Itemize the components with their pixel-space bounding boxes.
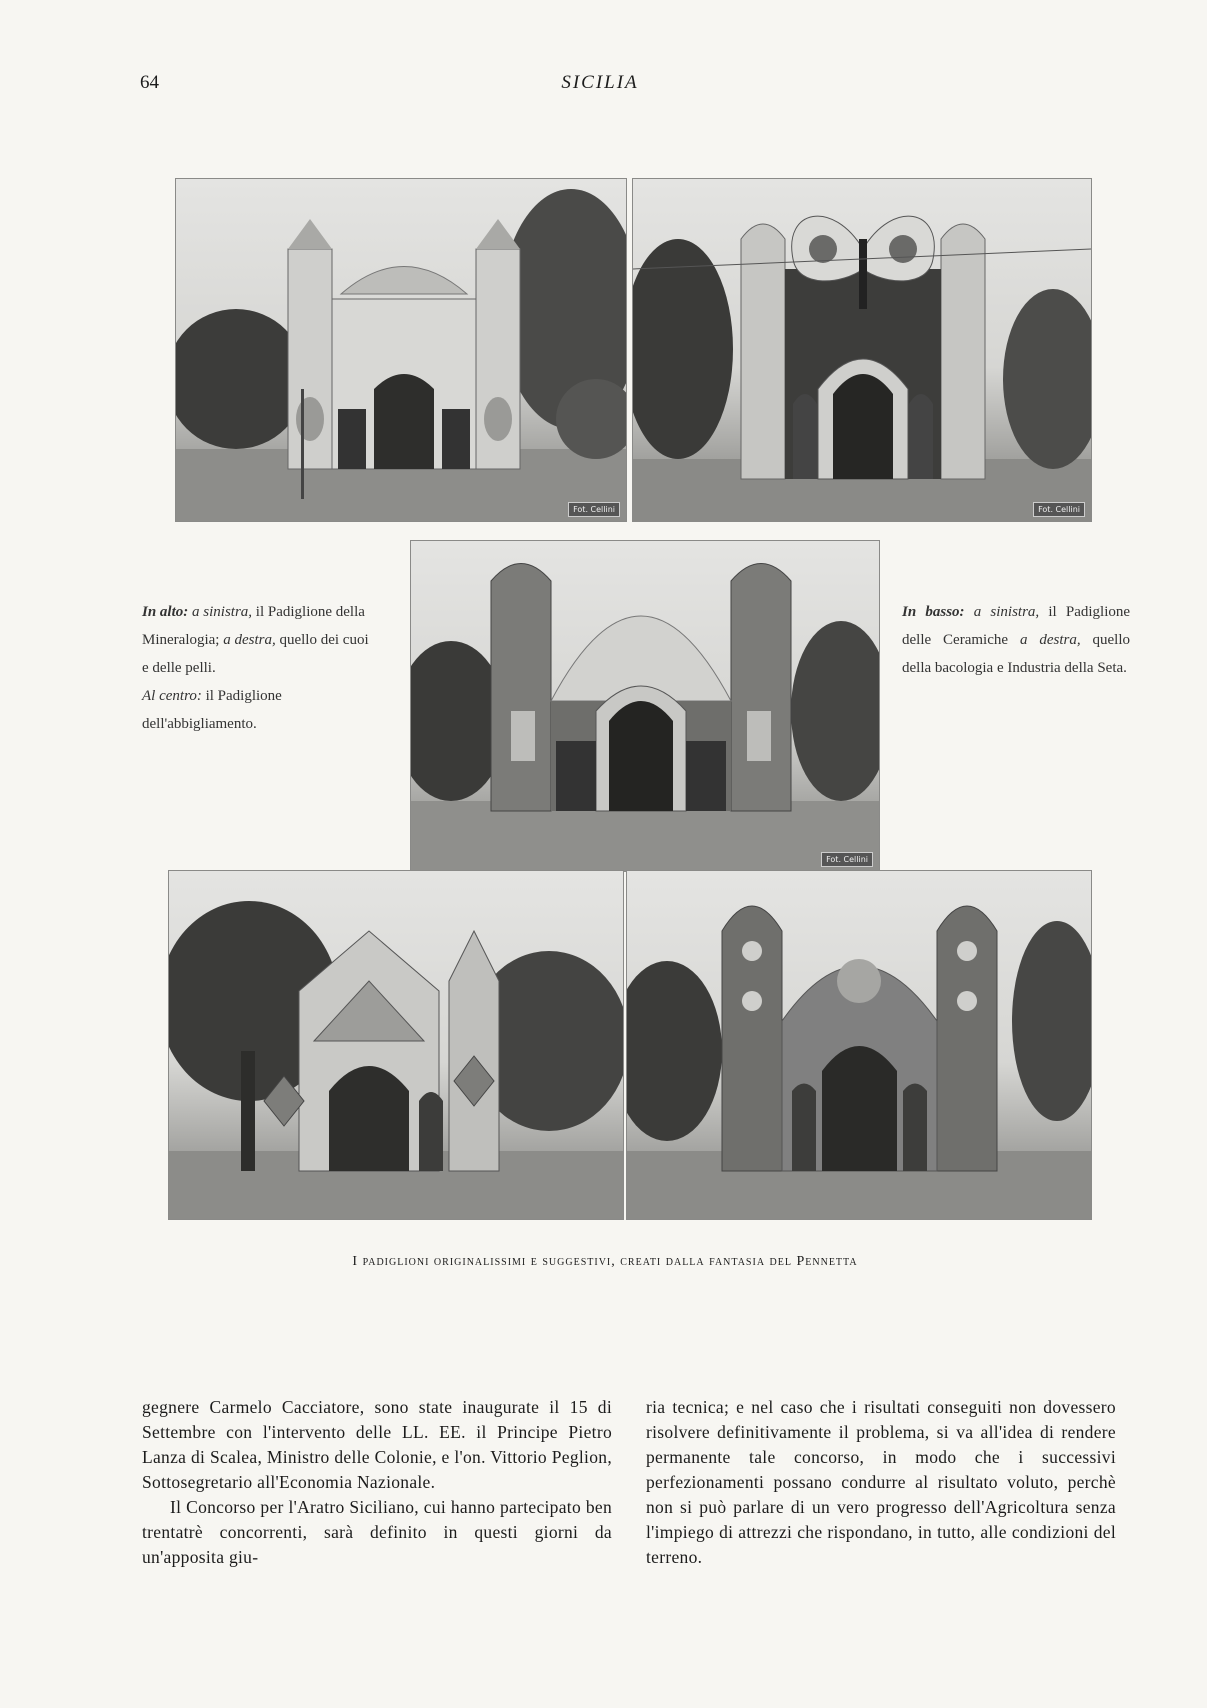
body-paragraph: Il Concorso per l'Aratro Siciliano, cui hanno partecipato ben trentatrè concorrenti, sarà definito in questi giorni da un'apposita giu- <box>142 1497 612 1567</box>
caption-right-text-2: quello della bacologia e Industria della Seta. <box>902 632 1130 676</box>
photo-mineralogy-pavilion <box>175 178 627 522</box>
body-paragraph: ria tecnica; e nel caso che i risultati conseguiti non dovessero risolvere definitivamente il problema, si va all'idea di rendere permanente tale concorso, in modo che i successivi perfezionamenti possano condurre al risultato voluto, perchè non si può parlare di un vero progresso dell'Agricoltura senza l'impiego di attrezzi che rispondano, in tutto, alle condizioni del terreno. <box>646 1397 1116 1567</box>
leather-pavilion-illustration <box>633 179 1091 521</box>
photo-credit: Fot. Cellini <box>568 502 620 517</box>
running-title: SICILIA <box>561 72 639 93</box>
caption-right <box>902 598 1130 682</box>
caption-left-position-3: Al centro: <box>142 688 202 704</box>
photo-leather-pavilion <box>632 178 1092 522</box>
caption-left-text-1: il Padiglione della Mineralogia; <box>142 604 365 648</box>
caption-left-text-3: il Padiglione dell'abbigliamento. <box>142 688 282 732</box>
caption-right-lead: In basso: <box>902 604 965 620</box>
photo-credit: Fot. Cellini <box>821 852 873 867</box>
body-paragraph: gegnere Carmelo Cacciatore, sono state inaugurate il 15 di Settembre con l'intervento delle LL. EE. il Principe Pietro Lanza di Scalea, Ministro delle Colonie, e l'on. Vittorio Peglion, Sottosegretario all'Economia Nazionale. <box>142 1397 612 1492</box>
figure-caption: I padiglioni originalissimi e suggestivi, creati dalla fantasia del Pennetta <box>352 1254 858 1269</box>
photo-clothing-pavilion <box>410 540 880 872</box>
caption-left-lead: In alto: <box>142 604 189 620</box>
photo-credit: Fot. Cellini <box>1033 502 1085 517</box>
caption-left-position-1: a sinistra, <box>192 604 253 620</box>
caption-left-position-2: a destra, <box>223 632 276 648</box>
page-number: 64 <box>140 72 159 93</box>
clothing-pavilion-illustration <box>411 541 879 871</box>
caption-right-text-1: il Padiglione delle Ceramiche <box>902 604 1131 648</box>
mineralogy-pavilion-illustration <box>176 179 626 521</box>
caption-left <box>142 598 378 738</box>
body-column-right <box>646 1395 1116 1570</box>
photo-silk-pavilion <box>626 870 1092 1220</box>
caption-right-position-2: a destra, <box>1019 632 1081 648</box>
caption-left-text-2: quello dei cuoi e delle pelli. <box>142 632 369 676</box>
silk-pavilion-illustration <box>627 871 1091 1219</box>
caption-right-position-1: a sinistra, <box>973 604 1040 620</box>
body-column-left <box>142 1395 612 1570</box>
ceramics-pavilion-illustration <box>169 871 623 1219</box>
photo-ceramics-pavilion <box>168 870 624 1220</box>
